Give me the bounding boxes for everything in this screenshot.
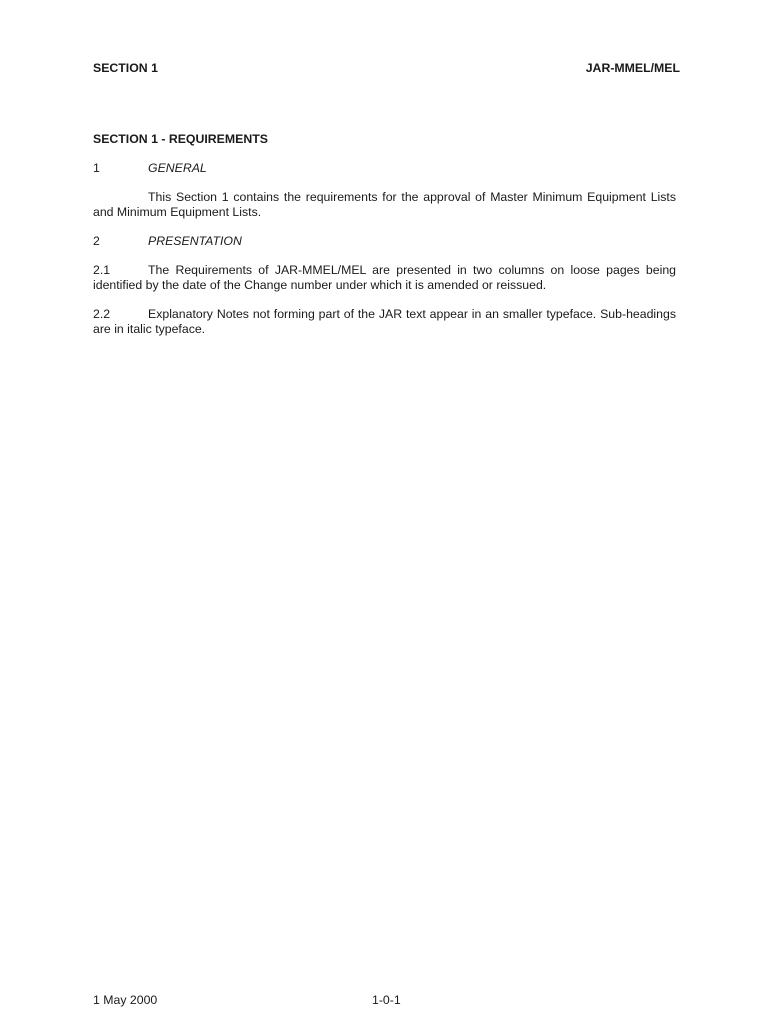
paragraph-general [93,190,676,220]
footer-date: 1 May 2000 [93,993,158,1007]
heading-number: 1 [93,161,100,175]
page-header [93,61,680,77]
paragraph-2-2 [93,307,676,337]
paragraph-number: 2.2 [93,307,111,321]
paragraph-number: 2.1 [93,263,111,277]
footer-page-number: 1-0-1 [372,993,401,1007]
paragraph-text: Explanatory Notes not forming part of the JAR text appear in an smaller typeface. Sub-headings are in italic typeface. [93,307,676,336]
heading-title: PRESENTATION [148,234,242,248]
header-section-label: SECTION 1 [93,61,158,75]
header-document-code: JAR-MMEL/MEL [585,61,680,75]
paragraph-2-1 [93,263,676,293]
page-footer [93,993,680,1009]
section-title: SECTION 1 - REQUIREMENTS [93,132,268,146]
heading-number: 2 [93,234,100,248]
paragraph-text: The Requirements of JAR-MMEL/MEL are presented in two columns on loose pages being identified by the date of the Change number under which it is amended or reissued. [93,263,676,292]
heading-title: GENERAL [148,161,207,175]
paragraph-text: This Section 1 contains the requirements for the approval of Master Minimum Equipment Lists and Minimum Equipment Lists. [93,190,676,219]
